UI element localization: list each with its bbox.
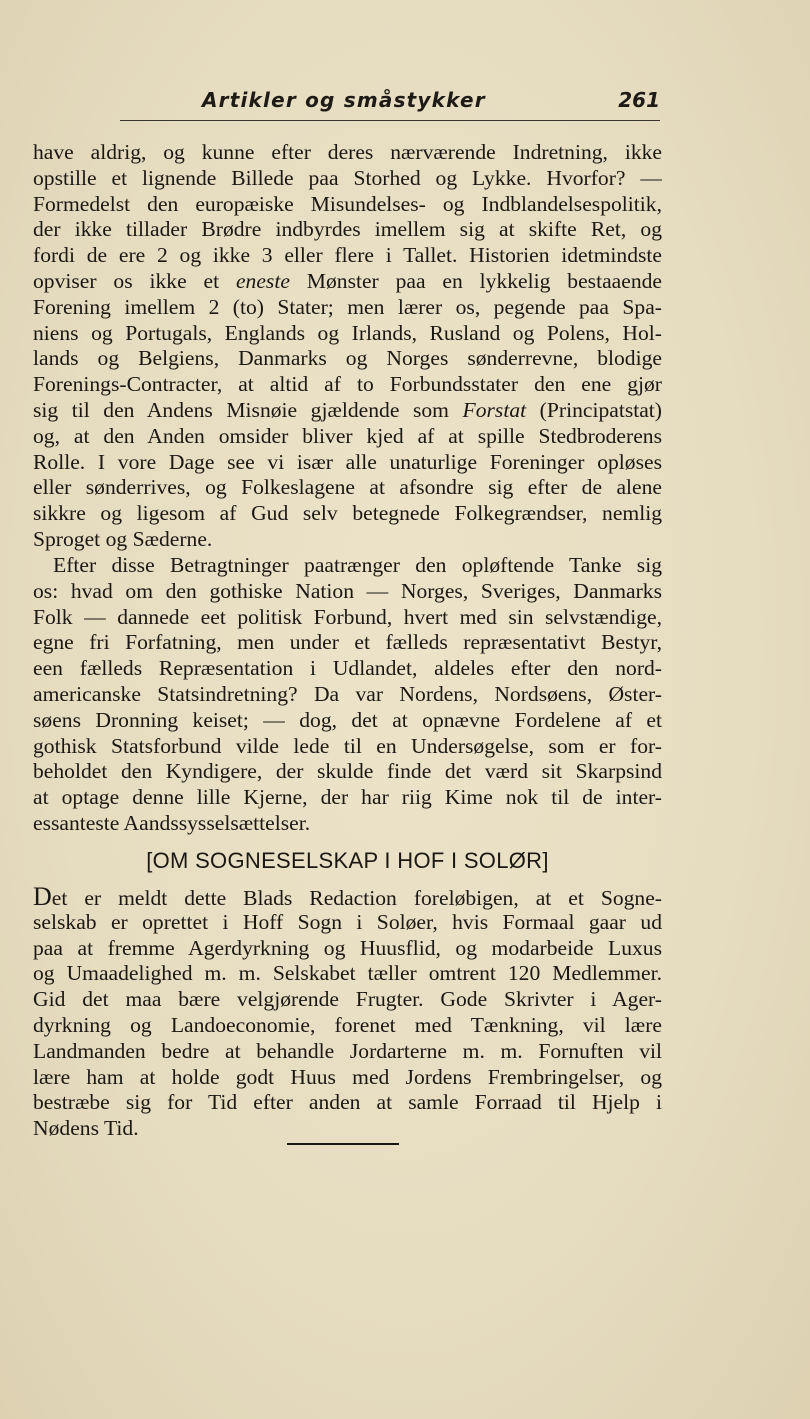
end-rule-divider — [287, 1143, 399, 1145]
text-line: at optage denne lille Kjerne, der har riig Kime nok til de inter- — [33, 785, 662, 810]
text-line: Landmanden bedre at behandle Jordarterne m. m. Fornuften vil — [33, 1038, 662, 1063]
text-run: opviser os ikke et — [33, 268, 236, 293]
text-line: egne fri Forfatning, men under et fælleds repræsentativt Bestyr, — [33, 630, 662, 655]
emphasis-text: eneste — [235, 268, 290, 293]
text-run: (Principatstat) — [526, 397, 662, 422]
text-line: lære ham at holde godt Huus med Jordens Frembringelser, og — [33, 1064, 662, 1089]
text-line: essanteste Aandssysselsættelser. — [33, 810, 311, 835]
text-line: Sproget og Sæderne. — [33, 526, 213, 551]
text-line: paa at fremme Agerdyrkning og Huusflid, og modarbeide Luxus — [33, 935, 662, 960]
paragraph-1 — [33, 140, 662, 553]
text-run: sig til den Andens Misnøie gjældende som — [33, 397, 463, 422]
text-line: søens Dronning keiset; — dog, det at opnævne Fordelene af et — [33, 707, 662, 732]
text-line: lands og Belgiens, Danmarks og Norges sønderrevne, blodige — [33, 346, 662, 371]
text-line: americanske Statsindretning? Da var Nordens, Nordsøens, Øster- — [33, 681, 662, 706]
text-line: gothisk Statsforbund vilde lede til en Undersøgelse, som er for- — [33, 733, 662, 758]
paragraph-2 — [33, 553, 662, 837]
page-number: 261 — [618, 88, 660, 112]
text-line — [33, 398, 662, 424]
text-line: een fælleds Repræsentation i Udlandet, aldeles efter den nord- — [33, 656, 662, 681]
text-line: beholdet den Kyndigere, der skulde finde det værd sit Skarpsind — [33, 759, 662, 784]
text-line: Forening imellem 2 (to) Stater; men lærer os, pegende paa Spa- — [33, 294, 662, 319]
text-line: der ikke tillader Brødre indbyrdes imellem sig at skifte Ret, og — [33, 217, 662, 242]
text-line: have aldrig, og kunne efter deres nærværende Indretning, ikke — [33, 140, 662, 164]
section-heading: [OM SOGNESELSKAP I HOF I SOLØR] — [146, 848, 549, 873]
section-paragraph — [33, 884, 662, 1142]
text-line: niens og Portugals, Englands og Irlands, Rusland og Polens, Hol- — [33, 320, 662, 345]
text-line: Efter disse Betragtninger paatrænger den opløftende Tanke sig — [53, 553, 662, 577]
text-line: os: hvad om den gothiske Nation — Norges, Sveriges, Danmarks — [33, 578, 662, 603]
text-line: Rolle. I vore Dage see vi især alle unaturlige Foreninger opløses — [33, 449, 662, 474]
text-line: dyrkning og Landoeconomie, forenet med Tænkning, vil lære — [33, 1012, 662, 1037]
initial-letter: D — [33, 884, 52, 910]
text-line: eller sønderrives, og Folkeslagene at afsondre sig efter de alene — [33, 475, 662, 500]
text-line: selskab er oprettet i Hoff Sogn i Soløer, hvis Formaal gaar ud — [33, 909, 662, 934]
text-line: fordi de ere 2 og ikke 3 eller flere i Tallet. Historien idetmindste — [33, 243, 662, 268]
text-line — [33, 269, 662, 295]
text-line: sikkre og ligesom af Gud selv betegnede Folkegrændser, nemlig — [33, 501, 662, 526]
text-line: opstille et lignende Billede paa Storhed og Lykke. Hvorfor? — — [33, 165, 662, 190]
running-header — [120, 86, 660, 121]
text-line: bestræbe sig for Tid efter anden at samle Forraad til Hjelp i — [33, 1090, 662, 1115]
emphasis-text: Forstat — [462, 397, 527, 422]
running-title: Artikler og småstykker — [202, 88, 486, 112]
text-line: Folk — dannede eet politisk Forbund, hvert med sin selvstændige, — [33, 604, 662, 629]
text-line — [33, 884, 662, 910]
text-line: Nødens Tid. — [33, 1116, 139, 1141]
text-run: Mønster paa en lykkelig bestaaende — [289, 268, 662, 293]
text-line: Formedelst den europæiske Misundelses- og Indblandelsespolitik, — [33, 191, 662, 216]
text-line: og Umaadelighed m. m. Selskabet tæller omtrent 120 Medlemmer. — [33, 961, 662, 986]
text-line: og, at den Anden omsider bliver kjed af at spille Stedbroderens — [33, 423, 662, 448]
text-line: Gid det maa bære velgjørende Frugter. Gode Skrivter i Ager- — [33, 987, 662, 1012]
text-run: et er meldt dette Blads Redaction foreløbigen, at et Sogne- — [51, 886, 662, 910]
text-line: Forenings-Contracter, at altid af to Forbundsstater den ene gjør — [33, 372, 662, 397]
